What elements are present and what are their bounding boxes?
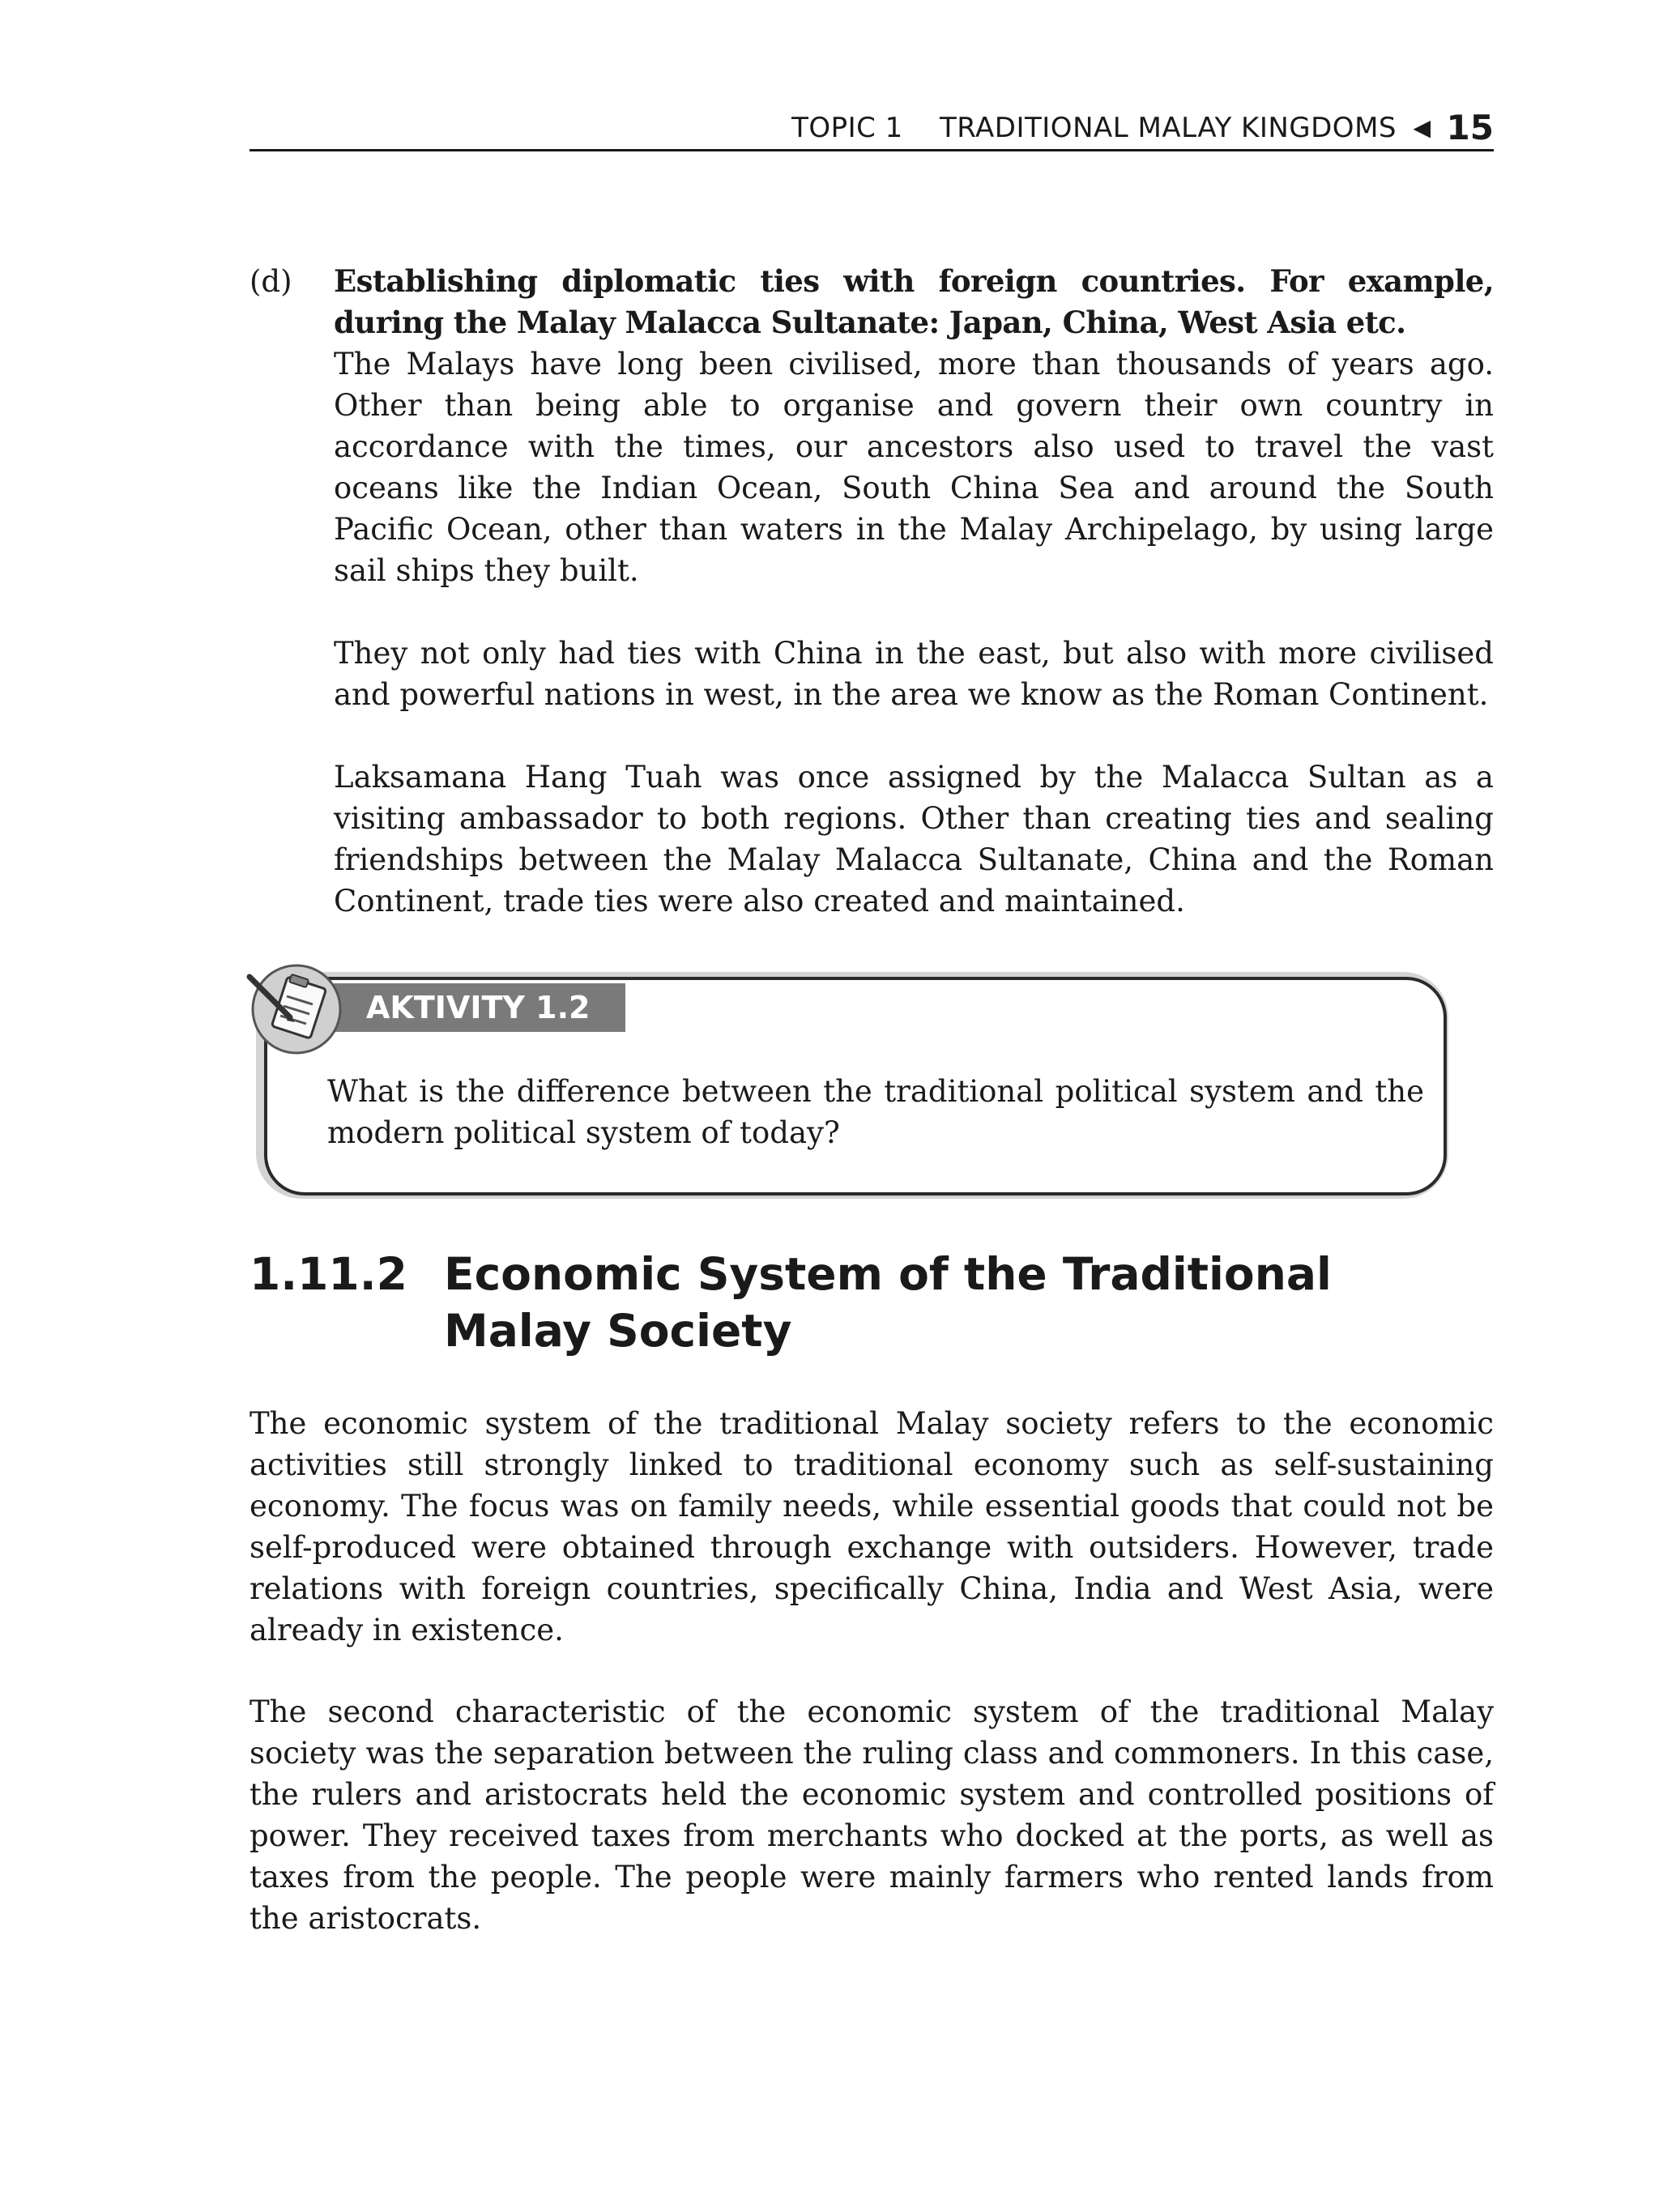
- clipboard-pencil-icon: [243, 961, 348, 1058]
- section-title: Economic System of the Traditional Malay Society: [444, 1248, 1332, 1357]
- list-item-marker: (d): [249, 264, 292, 299]
- activity-question: [327, 1071, 1424, 1153]
- paragraph: Laksamana Hang Tuah was once assigned by the Malacca Sultan as a visiting ambassador to both regions. Other than creating ties and sealing friendships between the Malay Malacca Sultanate, China and the Roman Continent, trade ties were also created and maintained.: [334, 760, 1494, 918]
- list-item-heading: Establishing diplomatic ties with foreign countries. For example, during the Malay Malacca Sultanate: Japan, China, West Asia etc.: [334, 263, 1494, 340]
- page-header: [249, 107, 1494, 151]
- running-title: TOPIC 1 TRADITIONAL MALAY KINGDOMS: [791, 112, 1397, 144]
- section-paragraph-1: [249, 1403, 1494, 1651]
- triangle-left-icon: ◀: [1413, 114, 1431, 141]
- page-number: 15: [1446, 108, 1494, 147]
- paragraph: The Malays have long been civilised, more than thousands of years ago. Other than being able to organise and govern their own country in accordance with the times, our ancestors also used to travel the vast oceans like the Indian Ocean, South China Sea and around the South Pacific Ocean, other than waters in the Malay Archipelago, by using large sail ships they built.: [334, 347, 1494, 588]
- list-item-content: [334, 261, 1494, 922]
- paragraph: The second characteristic of the economic system of the traditional Malay society was the separation between the ruling class and commoners. In this case, the rulers and aristocrats held the economic system and controlled positions of power. They received taxes from merchants who docked at the ports, as well as taxes from the people. The people were mainly farmers who rented lands from the aristocrats.: [249, 1694, 1494, 1936]
- paragraph: The economic system of the traditional Malay society refers to the economic activities still strongly linked to traditional economy such as self-sustaining economy. The focus was on family needs, while essential goods that could not be self-produced were obtained through exchange with outsiders. However, trade relations with foreign countries, specifically China, India and West Asia, were already in existence.: [249, 1406, 1494, 1647]
- paragraph: They not only had ties with China in the east, but also with more civilised and powerful nations in west, in the area we know as the Roman Continent.: [334, 636, 1494, 712]
- section-paragraph-2: [249, 1691, 1494, 1939]
- activity-label: AKTIVITY 1.2: [334, 983, 625, 1032]
- activity-question-text: What is the difference between the traditional political system and the modern political system of today?: [327, 1074, 1424, 1150]
- section-number: 1.11.2: [249, 1248, 407, 1300]
